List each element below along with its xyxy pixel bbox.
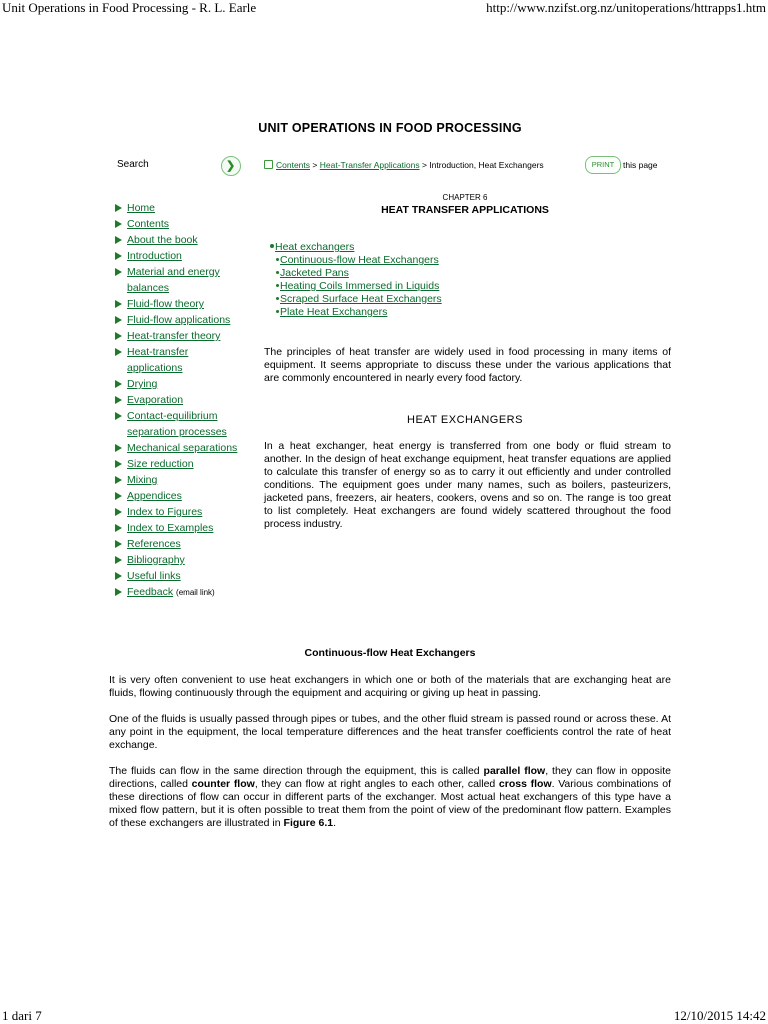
heat-exchangers-paragraph: In a heat exchanger, heat energy is transferred from one body or fluid stream to another. In the design of heat exchange equipment, heat transfer equations are applied to calculate this transfer of energy so as to carry it out efficiently and under controlled conditions. The equipment goes under many names, such as boilers, pasteurizers, jacketed pans, freezers, air heaters, cookers, ovens and so on. The range is too great to list completely. Heat exchangers are found widely scattered throughout the food process industry. — [264, 440, 671, 530]
sidebar-item-references — [115, 536, 240, 552]
continuous-flow-paragraph-3 — [109, 765, 671, 830]
sidebar-link[interactable]: Contact-equilibrium separation processes — [127, 410, 227, 438]
term-cross-flow: cross flow — [498, 778, 552, 790]
sidebar-link[interactable]: Fluid-flow applications — [127, 314, 231, 326]
sidebar-item-contact-equilibrium — [115, 408, 240, 440]
breadcrumb-home-icon — [264, 160, 273, 169]
sidebar-link[interactable]: Heat-transfer theory — [127, 330, 221, 342]
sidebar-nav — [115, 200, 240, 601]
sidebar-item-mixing — [115, 472, 240, 488]
bullet-icon — [276, 284, 279, 287]
sidebar-link[interactable]: Introduction — [127, 250, 182, 262]
bullet-icon — [276, 258, 279, 261]
breadcrumb-contents-link[interactable]: Contents — [276, 160, 311, 170]
sidebar-link[interactable]: Appendices — [127, 490, 182, 502]
print-footer-timestamp: 12/10/2015 14:42 — [673, 1008, 766, 1023]
sidebar-item-about — [115, 232, 240, 248]
continuous-flow-paragraph-2: One of the fluids is usually passed through pipes or tubes, and the other fluid stream is passed round or across these. At any point in the equipment, the local temperature differences and the heat transfer coefficients control the rate of heat exchange. — [109, 713, 671, 751]
chapter-toc — [270, 241, 442, 319]
triangle-right-icon — [115, 412, 122, 420]
triangle-right-icon — [115, 236, 122, 244]
toc-subitem — [270, 280, 442, 293]
triangle-right-icon — [115, 204, 122, 212]
sidebar-item-evaporation — [115, 392, 240, 408]
sidebar-item-appendices — [115, 488, 240, 504]
sidebar-link[interactable]: Mechanical separations — [127, 442, 238, 454]
site-title: UNIT OPERATIONS IN FOOD PROCESSING — [258, 121, 522, 135]
breadcrumb-separator: > — [312, 160, 318, 170]
sidebar-item-fluid-flow-theory — [115, 296, 240, 312]
sidebar-link[interactable]: Material and energy balances — [127, 266, 220, 294]
sidebar-item-contents — [115, 216, 240, 232]
search-label: Search — [117, 159, 149, 170]
sidebar-item-introduction — [115, 248, 240, 264]
breadcrumb-section-link[interactable]: Heat-Transfer Applications — [319, 160, 420, 170]
sidebar-link[interactable]: Contents — [127, 218, 170, 230]
breadcrumb-separator: > — [421, 160, 427, 170]
breadcrumb — [264, 160, 544, 170]
toc-item — [270, 241, 442, 254]
continuous-flow-heading: Continuous-flow Heat Exchangers — [304, 647, 476, 659]
sidebar-link[interactable]: Index to Figures — [127, 506, 203, 518]
sidebar-item-heat-transfer-theory — [115, 328, 240, 344]
triangle-right-icon — [115, 444, 122, 452]
print-header-title: Unit Operations in Food Processing - R. L. Earle — [2, 0, 257, 15]
bullet-icon — [276, 297, 279, 300]
sidebar-item-useful-links — [115, 568, 240, 584]
sidebar-link[interactable]: Useful links — [127, 570, 181, 582]
triangle-right-icon — [115, 588, 122, 596]
sidebar-link[interactable]: Feedback — [127, 586, 174, 598]
toc-subitem — [270, 293, 442, 306]
toc-subitem — [270, 254, 442, 267]
feedback-note: (email link) — [176, 588, 215, 597]
triangle-right-icon — [115, 572, 122, 580]
print-button[interactable]: PRINT — [585, 156, 621, 174]
sidebar-item-index-figures — [115, 504, 240, 520]
sidebar-link[interactable]: References — [127, 538, 181, 550]
triangle-right-icon — [115, 508, 122, 516]
term-counter-flow: counter flow — [191, 778, 255, 790]
sidebar-link[interactable]: About the book — [127, 234, 198, 246]
sidebar-link[interactable]: Evaporation — [127, 394, 184, 406]
toc-subitem — [270, 306, 442, 319]
triangle-right-icon — [115, 268, 122, 276]
continuous-flow-paragraph-1: It is very often convenient to use heat exchangers in which one or both of the materials that are exchanging heat are fluids, flowing continuously through the equipment and acquiring or giving up heat in passing. — [109, 674, 671, 699]
triangle-right-icon — [115, 540, 122, 548]
sidebar-item-feedback — [115, 584, 240, 601]
term-parallel-flow: parallel flow — [483, 765, 546, 777]
triangle-right-icon — [115, 396, 122, 404]
text-run: . — [333, 817, 337, 829]
triangle-right-icon — [115, 476, 122, 484]
sidebar-item-fluid-flow-applications — [115, 312, 240, 328]
sidebar-link[interactable]: Fluid-flow theory — [127, 298, 205, 310]
chapter-label: CHAPTER 6 — [442, 193, 488, 202]
text-run: . Various combinations of these directions of flow can occur in different parts of the exchanger. Most actual heat exchangers of this type have a mixed flow pattern, but it is often possible to treat them from the point of view of the predominant flow pattern. Examples of these exchangers are illustrated in — [109, 778, 671, 829]
sidebar-item-material-energy — [115, 264, 240, 296]
sidebar-item-size-reduction — [115, 456, 240, 472]
sidebar-link[interactable]: Size reduction — [127, 458, 194, 470]
triangle-right-icon — [115, 380, 122, 388]
sidebar-item-drying — [115, 376, 240, 392]
triangle-right-icon — [115, 556, 122, 564]
sidebar-item-bibliography — [115, 552, 240, 568]
figure-reference: Figure 6.1 — [283, 817, 334, 829]
toc-link-heat-exchangers[interactable]: Heat exchangers — [275, 241, 355, 253]
toc-subitem — [270, 267, 442, 280]
breadcrumb-current: Introduction, Heat Exchangers — [429, 160, 544, 170]
sidebar-item-home — [115, 200, 240, 216]
sidebar-item-mechanical-separations — [115, 440, 240, 456]
sidebar-item-index-examples — [115, 520, 240, 536]
toc-link-heating-coils[interactable]: Heating Coils Immersed in Liquids — [280, 280, 440, 292]
text-run: , they can flow in opposite directions, called — [109, 765, 671, 790]
toc-link-jacketed-pans[interactable]: Jacketed Pans — [280, 267, 349, 279]
toc-link-plate-heat[interactable]: Plate Heat Exchangers — [280, 306, 388, 318]
print-footer-page: 1 dari 7 — [2, 1008, 42, 1023]
triangle-right-icon — [115, 220, 122, 228]
print-footer — [0, 1008, 768, 1024]
triangle-right-icon — [115, 300, 122, 308]
sidebar-link[interactable]: Home — [127, 202, 156, 214]
toc-link-scraped-surface[interactable]: Scraped Surface Heat Exchangers — [280, 293, 442, 305]
heat-exchangers-heading: HEAT EXCHANGERS — [407, 414, 523, 426]
bullet-icon — [276, 271, 279, 274]
bullet-icon — [270, 244, 274, 248]
triangle-right-icon — [115, 524, 122, 532]
search-go-button[interactable] — [221, 156, 241, 176]
sidebar-link[interactable]: Heat-transfer applications — [127, 346, 189, 374]
bullet-icon — [276, 310, 279, 313]
sidebar-link[interactable]: Mixing — [127, 474, 158, 486]
triangle-right-icon — [115, 252, 122, 260]
print-header-url: http://www.nzifst.org.nz/unitoperations/httrapps1.htm — [486, 0, 766, 15]
toc-link-continuous-flow[interactable]: Continuous-flow Heat Exchangers — [280, 254, 439, 266]
sidebar-item-heat-transfer-applications — [115, 344, 240, 376]
print-suffix: this page — [623, 160, 658, 170]
chevron-right-icon: ❯ — [226, 160, 236, 172]
chapter-title: HEAT TRANSFER APPLICATIONS — [381, 204, 549, 216]
triangle-right-icon — [115, 492, 122, 500]
triangle-right-icon — [115, 316, 122, 324]
sidebar-link[interactable]: Index to Examples — [127, 522, 214, 534]
triangle-right-icon — [115, 332, 122, 340]
sidebar-link[interactable]: Drying — [127, 378, 158, 390]
text-run: The fluids can flow in the same direction through the equipment, this is called — [109, 765, 484, 777]
print-header — [0, 0, 768, 16]
triangle-right-icon — [115, 348, 122, 356]
sidebar-link[interactable]: Bibliography — [127, 554, 185, 566]
text-run: , they can flow at right angles to each other, called — [254, 778, 499, 790]
triangle-right-icon — [115, 460, 122, 468]
intro-paragraph: The principles of heat transfer are widely used in food processing in many items of equipment. It seems appropriate to discuss these under the various applications that are commonly encountered in nearly every food factory. — [264, 346, 671, 384]
